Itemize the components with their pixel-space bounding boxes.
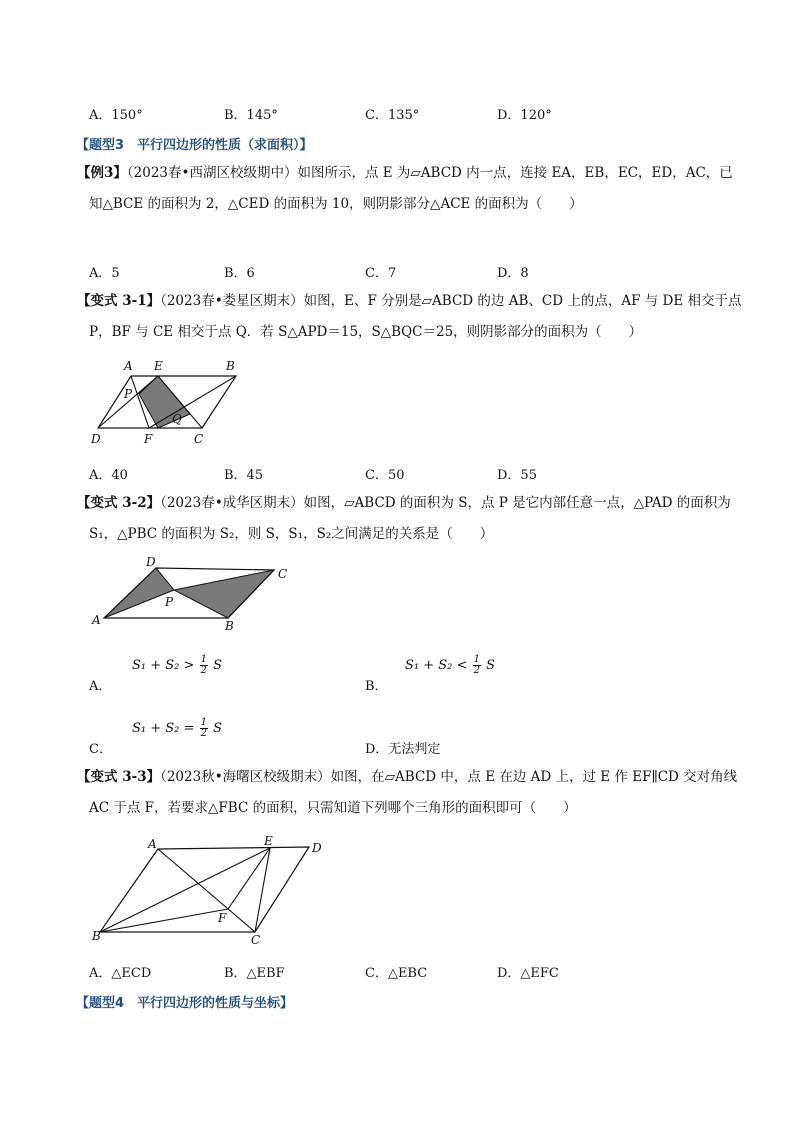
shaded-triangle-pbc [174, 570, 274, 618]
variant-3-3-option-b: B．△EBF [224, 966, 285, 981]
variant-3-1-line-1: （2023春•娄星区期末）如图，E、F 分别是▱ABCD 的边 AB、CD 上的点，AF 与 DE 相交于点 [160, 293, 742, 309]
frac-den: 2 [473, 665, 480, 676]
variant-3-2-line-1: （2023春•成华区期末）如图，▱ABCD 的面积为 S，点 P 是它内部任意一点，△PAD 的面积为 [160, 495, 731, 511]
label-d: D [91, 432, 101, 446]
section-3-heading: 【题型3 平行四边形的性质（求面积）】 [76, 138, 313, 153]
variant-3-3-tag: 【变式 3-3】 [77, 769, 161, 785]
variant-3-1-text [77, 286, 742, 348]
variant-3-2-figure [88, 554, 308, 634]
label-e: E [264, 834, 273, 848]
variant-3-1-option-b: B．45 [224, 468, 264, 483]
frac-den: 2 [200, 665, 207, 676]
label-b: B [226, 359, 235, 373]
label-a: A [124, 359, 133, 373]
segment-bf [100, 909, 228, 932]
variant-3-2-text [77, 488, 731, 550]
q2-option-a: A．150° [89, 108, 143, 123]
frac-den: 2 [200, 728, 207, 739]
example-3-text [77, 158, 733, 220]
variant-3-2-line-2: S₁，△PBC 的面积为 S₂，则 S，S₁，S₂之间满足的关系是（ ） [89, 526, 494, 542]
label-f: F [144, 432, 153, 446]
example-3-option-a: A．5 [89, 266, 120, 281]
variant-3-3-line-2: AC 于点 F，若要求△FBC 的面积，只需知道下列哪个三角形的面积即可（ ） [89, 800, 577, 816]
example-3-option-d: D．8 [497, 266, 529, 281]
variant-3-2-tag: 【变式 3-2】 [77, 495, 161, 511]
segment-ef [228, 848, 270, 909]
variant-3-3-option-c: C．△EBC [365, 966, 428, 981]
example-3-option-b: B．6 [224, 266, 255, 281]
label-b: B [225, 619, 234, 633]
label-b: B [92, 929, 101, 943]
example-3-line-1: （2023春•西湖区校级期中）如图所示，点 E 为▱ABCD 内一点，连接 EA，EB，EC，ED，AC，已 [126, 165, 733, 181]
example-3-tag: 【例3】 [77, 165, 127, 181]
label-c: C [278, 567, 288, 581]
q2-option-b: B．145° [224, 108, 278, 123]
q2-option-d: D．120° [497, 108, 552, 123]
variant-3-3-option-d: D．△EFC [497, 966, 559, 981]
variant-3-1-figure [86, 356, 256, 448]
section-4-heading: 【题型4 平行四边形的性质与坐标】 [76, 996, 294, 1011]
label-d: D [312, 841, 322, 855]
variant-3-3-figure [88, 832, 338, 947]
variant-3-1-line-2: P，BF 与 CE 相交于点 Q．若 S△APD＝15，S△BQC＝25，则阴影部分的面积为（ ） [89, 324, 643, 340]
label-a: A [92, 613, 101, 627]
formula-c: S₁ + S₂ = [132, 721, 195, 736]
label-c: C [194, 432, 204, 446]
variant-3-1-option-d: D．55 [497, 468, 537, 483]
example-3-option-c: C．7 [365, 266, 397, 281]
example-3-line-2: 知△BCE 的面积为 2，△CED 的面积为 10，则阴影部分△ACE 的面积为（ ） [89, 196, 583, 212]
label-e: E [154, 359, 163, 373]
variant-3-1-tag: 【变式 3-1】 [77, 293, 161, 309]
frac-num: 1 [473, 654, 480, 665]
q2-option-c: C．135° [365, 108, 420, 123]
label-p: P [165, 595, 174, 609]
label-q: Q [172, 412, 182, 426]
label-a: A [148, 837, 157, 851]
frac-tail: S [213, 658, 222, 673]
variant-3-3-line-1: （2023秋•海曙区校级期末）如图，在▱ABCD 中，点 E 在边 AD 上，过 E 作 EF∥CD 交对角线 [160, 769, 738, 785]
variant-3-1-option-a: A．40 [89, 468, 128, 483]
variant-3-3-option-a: A．△ECD [89, 966, 152, 981]
label-p: P [124, 387, 133, 401]
label-c: C [251, 933, 261, 947]
shaded-triangle-pad [104, 568, 174, 618]
label-d: D [146, 555, 156, 569]
variant-3-1-option-c: C．50 [365, 468, 405, 483]
frac-num: 1 [200, 654, 207, 665]
frac-tail: S [213, 721, 222, 736]
label-f: F [218, 911, 227, 925]
segment-eb [100, 848, 270, 932]
variant-3-2-option-d: D．无法判定 [365, 742, 441, 757]
variant-3-3-text [77, 762, 738, 824]
frac-num: 1 [200, 717, 207, 728]
frac-tail: S [486, 658, 495, 673]
formula-b: S₁ + S₂ < [405, 658, 468, 673]
formula-a: S₁ + S₂ > [132, 658, 195, 673]
